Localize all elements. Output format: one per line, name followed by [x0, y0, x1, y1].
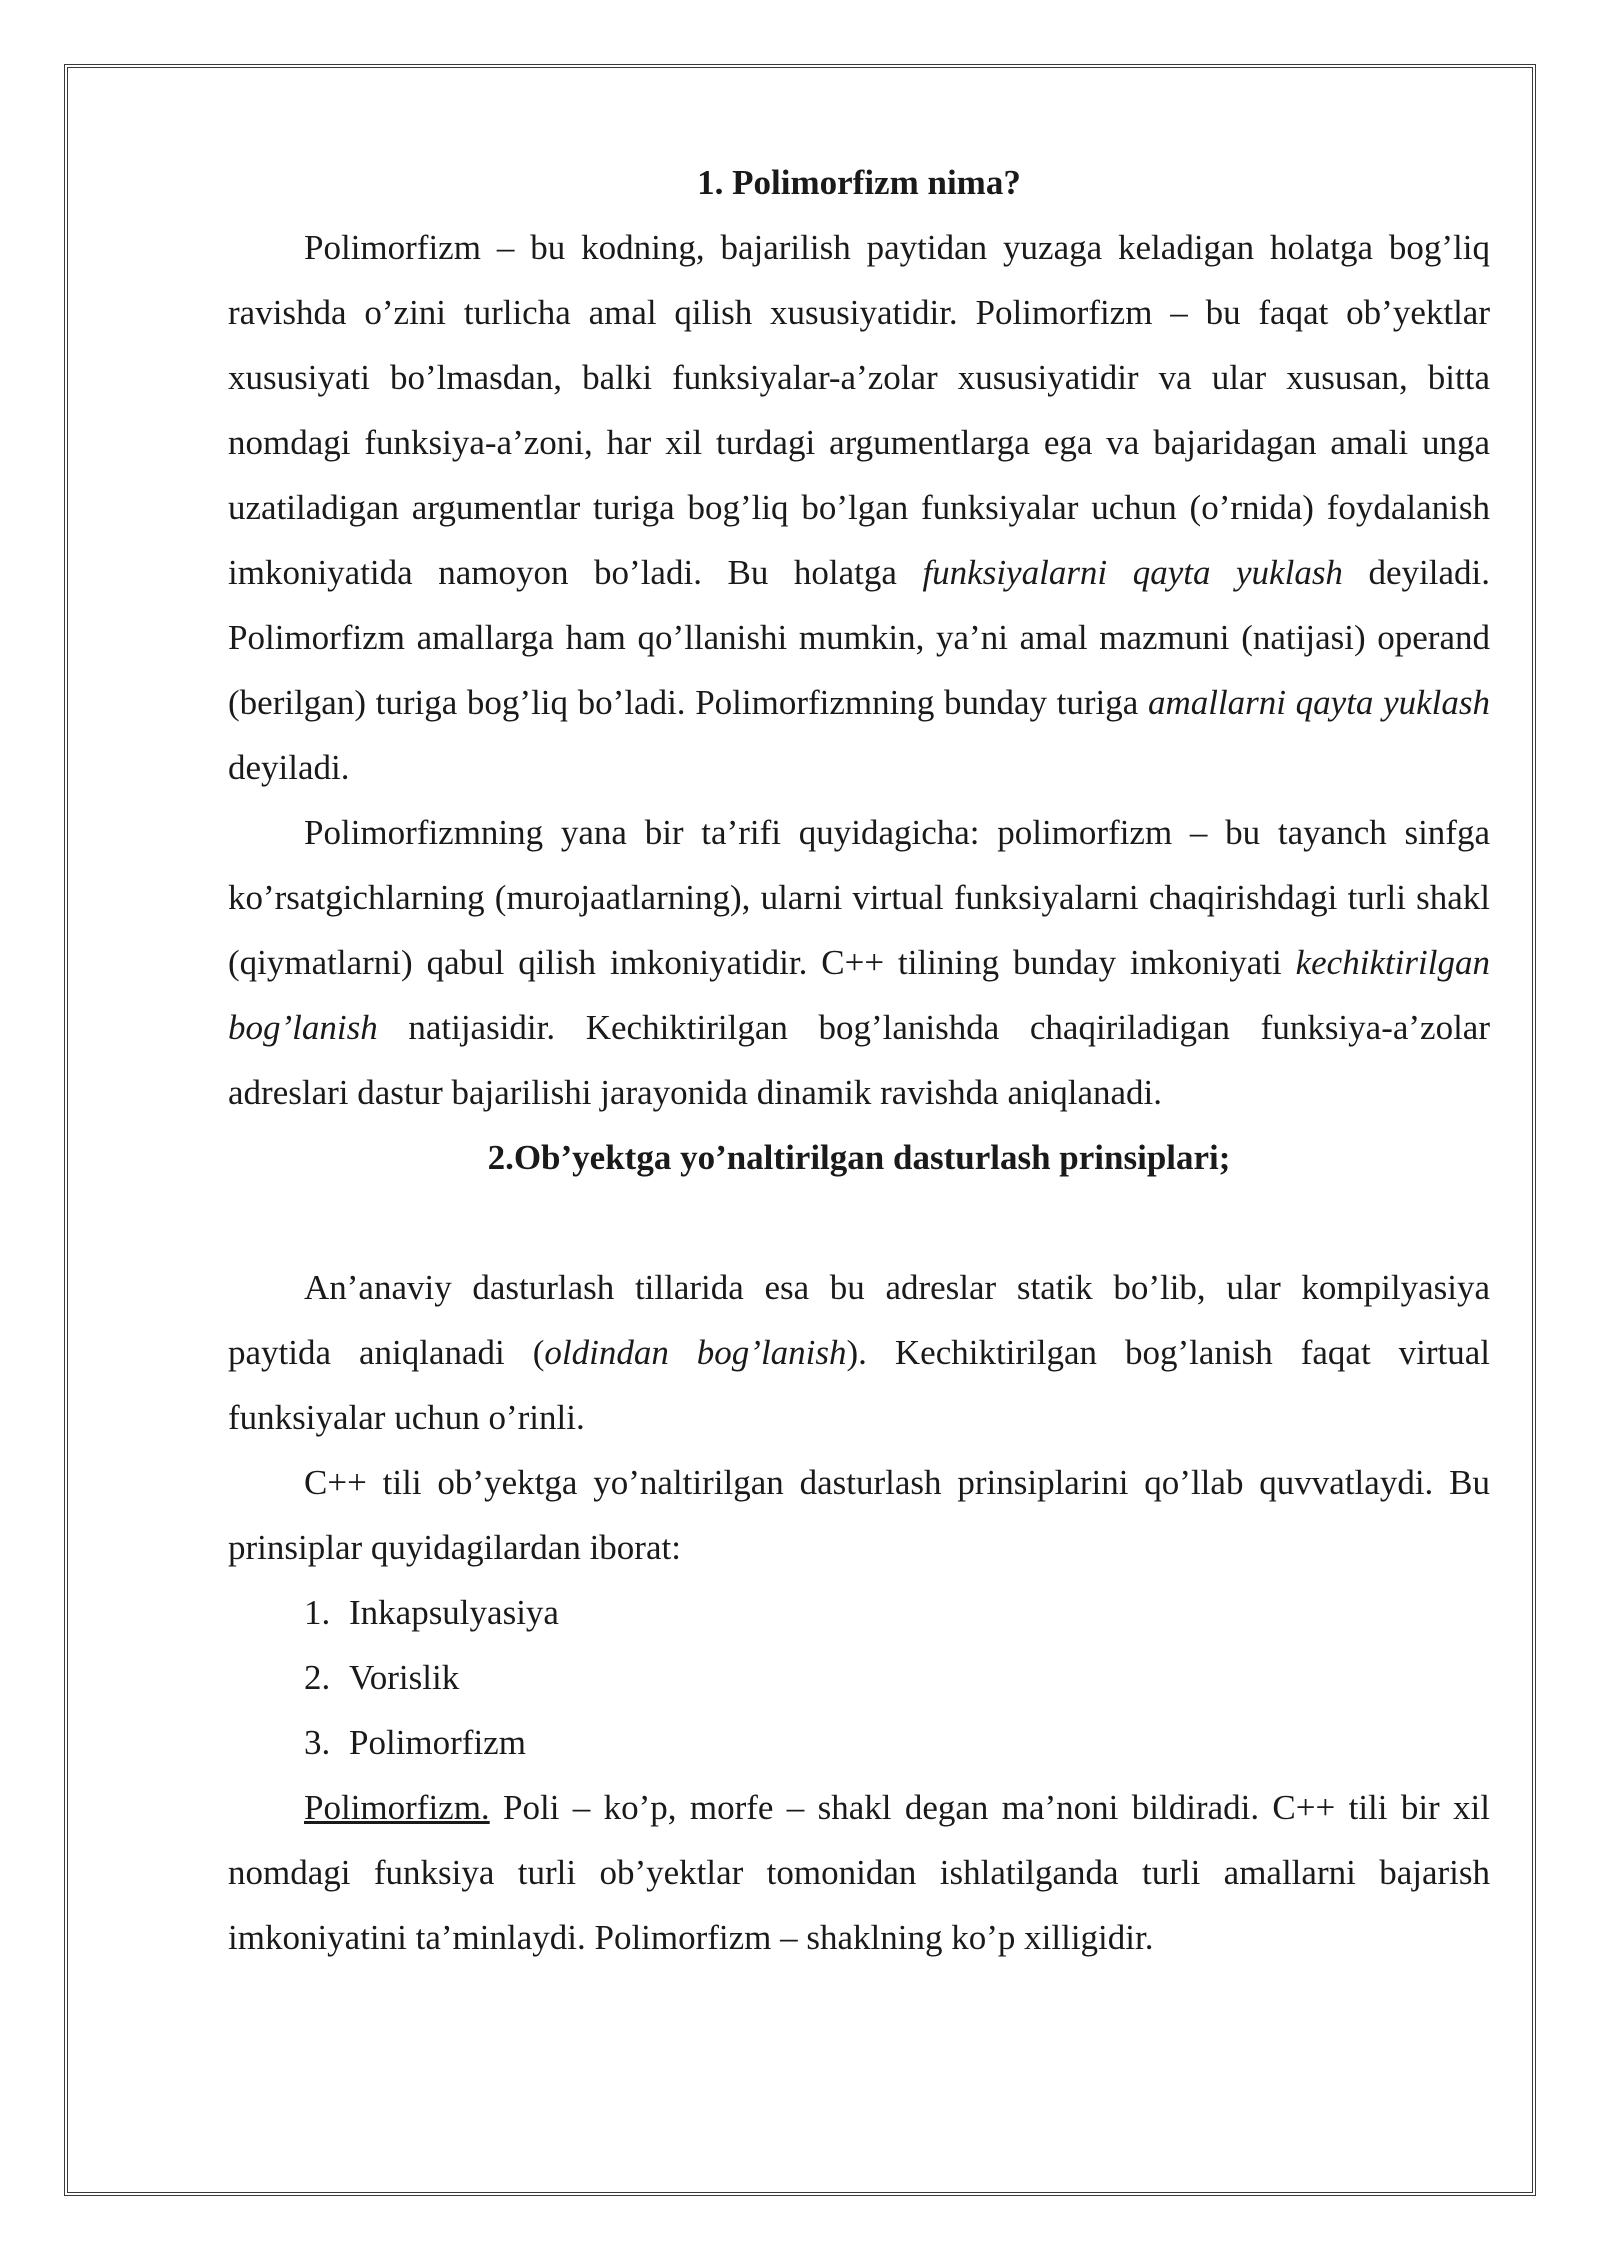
text-span: deyiladi. [228, 748, 350, 787]
list-text: Inkapsulyasiya [349, 1593, 559, 1632]
italic-term: oldindan bog’lanish [544, 1333, 847, 1372]
principles-list [228, 1580, 1490, 1775]
list-number: 2. [304, 1658, 331, 1697]
italic-term: funksiyalarni qayta yuklash [922, 553, 1343, 592]
document-body [228, 150, 1490, 1970]
section-1-heading: 1. Polimorfizm nima? [697, 163, 1021, 202]
underlined-term: Polimorfizm. [304, 1788, 490, 1827]
text-span: deyiladi. Polimorfizm amallarga ham qo’llanishi mumkin, ya’ni amal mazmuni (natijasi) operand (berilgan) turiga bog’liq bo’ladi. Polimorfizmning bunday turiga [228, 553, 1490, 722]
list-item [228, 1580, 1490, 1645]
section-2-paragraph-1 [228, 1255, 1490, 1450]
section-2-heading: 2.Ob’yektga yo’naltirilgan dasturlash prinsiplari; [487, 1138, 1231, 1177]
list-item [228, 1710, 1490, 1775]
section-1-paragraph-2 [228, 800, 1490, 1125]
text-span: ). Kechiktirilgan bog’lanish faqat virtual funksiyalar uchun o’rinli. [228, 1333, 1490, 1437]
section-1-paragraph-1 [228, 215, 1490, 800]
section-2-paragraph-3 [228, 1775, 1490, 1970]
italic-term: amallarni qayta yuklash [1147, 683, 1490, 722]
section-2-paragraph-2: C++ tili ob’yektga yo’naltirilgan dasturlash prinsiplarini qo’llab quvvatlaydi. Bu prinsiplar quyidagilardan iborat: [228, 1463, 1490, 1567]
list-number: 1. [304, 1593, 331, 1632]
text-span: natijasidir. Kechiktirilgan bog’lanishda chaqiriladigan funksiya-a’zolar adreslari dastur bajarilishi jarayonida dinamik ravishda aniqlanadi. [228, 1008, 1490, 1112]
text-span: An’anaviy dasturlash tillarida esa bu adreslar statik bo’lib, ular kompilyasiya paytida aniqlanadi ( [228, 1268, 1490, 1372]
blank-line [228, 1190, 1490, 1255]
italic-term: kechiktirilgan bog’lanish [228, 943, 1490, 1047]
list-text: Polimorfizm [349, 1723, 526, 1762]
list-number: 3. [304, 1723, 331, 1762]
list-text: Vorislik [349, 1658, 460, 1697]
text-span: Polimorfizmning yana bir ta’rifi quyidagicha: polimorfizm – bu tayanch sinfga ko’rsatgichlarning (murojaatlarning), ularni virtual funksiyalarni chaqirishdagi turli shakl (qiymatlarni) qabul qilish imkoniyatidir. C++ tilining bunday imkoniyati [228, 813, 1490, 982]
list-item [228, 1645, 1490, 1710]
text-span: Polimorfizm – bu kodning, bajarilish paytidan yuzaga keladigan holatga bog’liq ravishda o’zini turlicha amal qilish xususiyatidir. Polimorfizm – bu faqat ob’yektlar xususiyati bo’lmasdan, balki funksiyalar-a’zolar xususiyatidir va ular xususan, bitta nomdagi funksiya-a’zoni, har xil turdagi argumentlarga ega va bajaridagan amali unga uzatiladigan argumentlar turiga bog’liq bo’lgan funksiyalar uchun (o’rnida) foydalanish imkoniyatida namoyon bo’ladi. Bu holatga [228, 228, 1490, 592]
text-span: Poli – ko’p, morfe – shakl degan ma’noni bildiradi. C++ tili bir xil nomdagi funksiya turli ob’yektlar tomonidan ishlatilganda turli amallarni bajarish imkoniyatini ta’minlaydi. Polimorfizm – shaklning ko’p xilligidir. [228, 1788, 1490, 1957]
